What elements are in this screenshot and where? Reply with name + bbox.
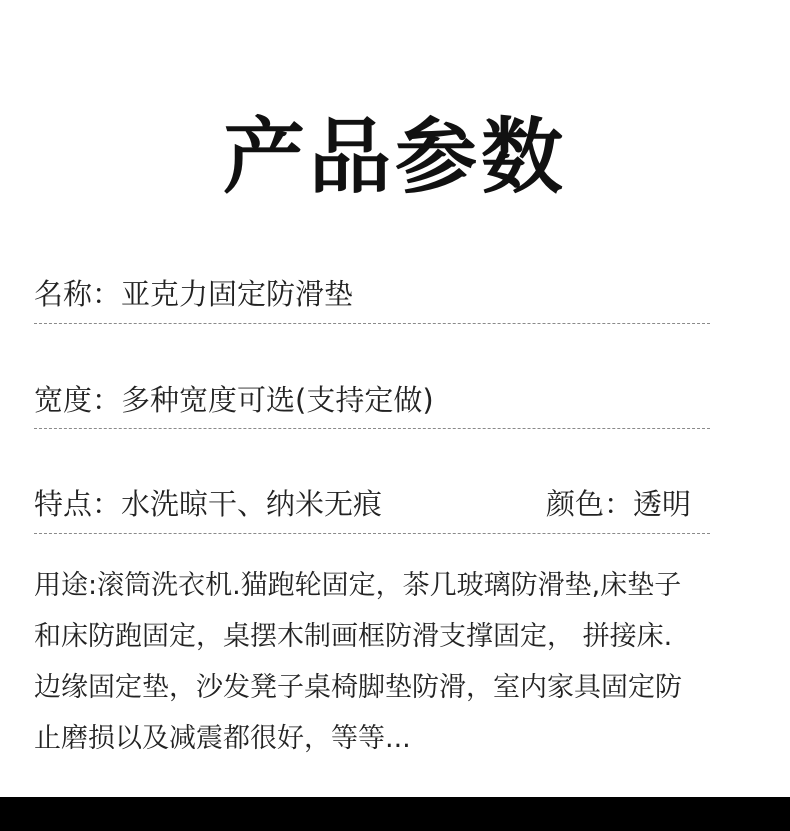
divider	[34, 428, 710, 429]
param-color-value: 透明	[633, 487, 692, 521]
divider	[34, 323, 710, 324]
param-feature-value: 水洗晾干、纳米无痕	[121, 487, 383, 521]
usage-description	[34, 560, 734, 764]
param-color-row	[546, 484, 691, 524]
param-width-row	[34, 380, 434, 420]
param-feature-label: 特点：	[34, 487, 122, 521]
usage-line: 和床防跑固定，桌摆木制画框防滑支撑固定， 拼接床.	[34, 621, 673, 652]
param-name-value: 亚克力固定防滑垫	[121, 277, 354, 311]
param-name-label: 名称：	[34, 277, 122, 311]
usage-line: 边缘固定垫，沙发凳子桌椅脚垫防滑，室内家具固定防	[34, 672, 682, 703]
usage-line: 用途:滚筒洗衣机.猫跑轮固定，茶几玻璃防滑垫,床垫子	[34, 570, 682, 601]
page-title: 产品参数	[222, 110, 567, 205]
footer-bar	[0, 797, 790, 831]
param-color-label: 颜色：	[546, 487, 634, 521]
param-feature-row	[34, 484, 382, 524]
param-width-label: 宽度：	[34, 383, 122, 417]
usage-line: 止磨损以及减震都很好，等等...	[34, 723, 411, 754]
param-name-row	[34, 274, 353, 314]
param-width-value: 多种宽度可选(支持定做)	[121, 383, 434, 417]
divider	[34, 533, 710, 534]
